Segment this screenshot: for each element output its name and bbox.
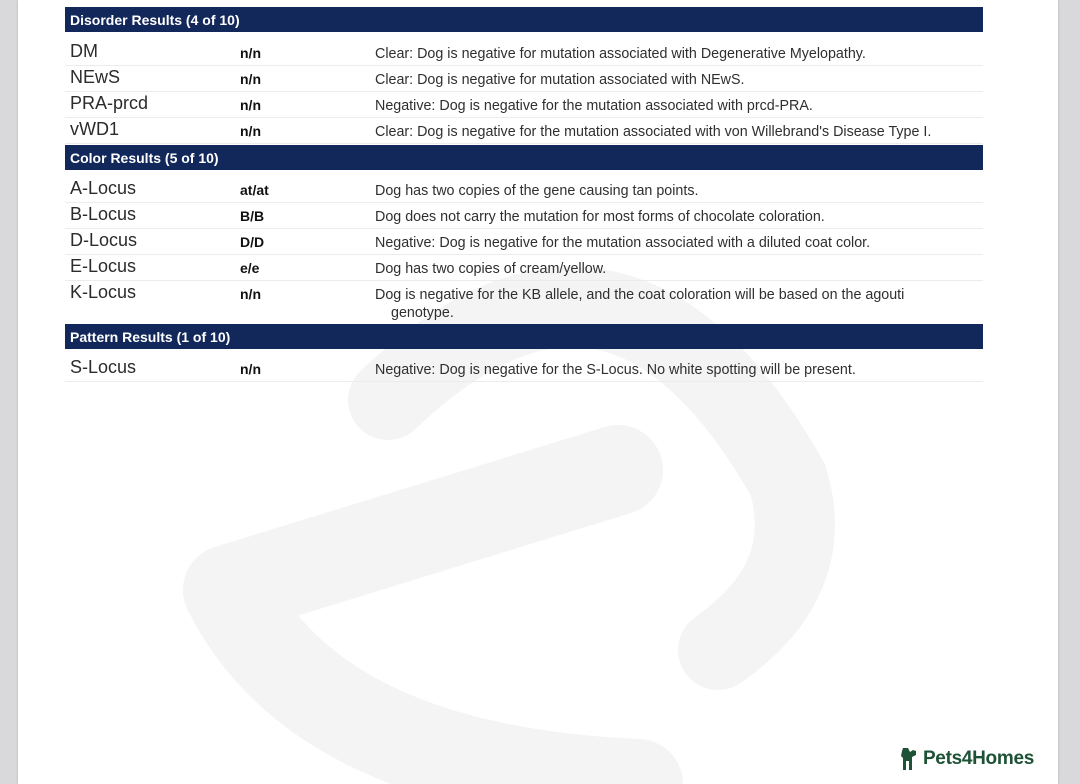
genotype: at/at (240, 182, 269, 198)
table-row (65, 281, 983, 325)
test-name: PRA-prcd (70, 93, 149, 113)
pattern-results-section (65, 324, 983, 382)
result-text: Clear: Dog is negative for mutation associated with NEwS. (375, 72, 745, 88)
result-text: Clear: Dog is negative for mutation associated with Degenerative Myelopathy. (375, 46, 866, 62)
table-row (65, 203, 983, 229)
table-row (65, 229, 983, 255)
test-name: B-Locus (70, 204, 137, 224)
report-page (18, 0, 1058, 784)
result-text: Clear: Dog is negative for the mutation associated with von Willebrand's Disease Type I. (375, 124, 932, 140)
section-header: Disorder Results (4 of 10) (65, 7, 983, 32)
result-text: Negative: Dog is negative for the mutation associated with prcd-PRA. (375, 98, 813, 114)
table-row (65, 177, 983, 203)
disorder-results-section (65, 7, 983, 144)
table-row (65, 356, 983, 382)
pets4homes-logo (900, 744, 1034, 774)
result-text: Negative: Dog is negative for the S-Locus. No white spotting will be present. (375, 362, 856, 378)
genotype: B/B (240, 208, 265, 224)
test-name: S-Locus (70, 357, 137, 377)
test-name: A-Locus (70, 178, 137, 198)
table-row (65, 40, 983, 66)
table-row (65, 66, 983, 92)
result-text: Dog does not carry the mutation for most forms of chocolate coloration. (375, 209, 825, 225)
color-results-section (65, 145, 983, 325)
test-name: NEwS (70, 67, 121, 87)
table-row (65, 92, 983, 118)
genotype: n/n (240, 123, 261, 139)
result-text: Dog has two copies of the gene causing tan points. (375, 183, 699, 199)
test-name: D-Locus (70, 230, 138, 250)
genotype: D/D (240, 234, 265, 250)
genotype: n/n (240, 361, 261, 377)
test-name: DM (70, 41, 98, 61)
genotype: n/n (240, 286, 261, 302)
result-text-wrap: genotype. (391, 305, 454, 321)
genotype: e/e (240, 260, 260, 276)
result-text (375, 283, 983, 322)
genotype: n/n (240, 97, 261, 113)
result-text: Negative: Dog is negative for the mutation associated with a diluted coat color. (375, 235, 871, 251)
genotype: n/n (240, 71, 261, 87)
table-row (65, 255, 983, 281)
result-text: Dog has two copies of cream/yellow. (375, 261, 607, 277)
test-name: vWD1 (70, 119, 119, 139)
section-header: Pattern Results (1 of 10) (65, 324, 983, 349)
section-header: Color Results (5 of 10) (65, 145, 983, 170)
logo-text: Pets4Homes (922, 748, 1034, 769)
test-name: K-Locus (70, 282, 137, 302)
table-row (65, 118, 983, 144)
genotype: n/n (240, 45, 261, 61)
dog-silhouette-icon (900, 746, 920, 772)
result-text-line: Dog is negative for the KB allele, and the coat coloration will be based on the agouti (375, 287, 905, 303)
test-name: E-Locus (70, 256, 137, 276)
